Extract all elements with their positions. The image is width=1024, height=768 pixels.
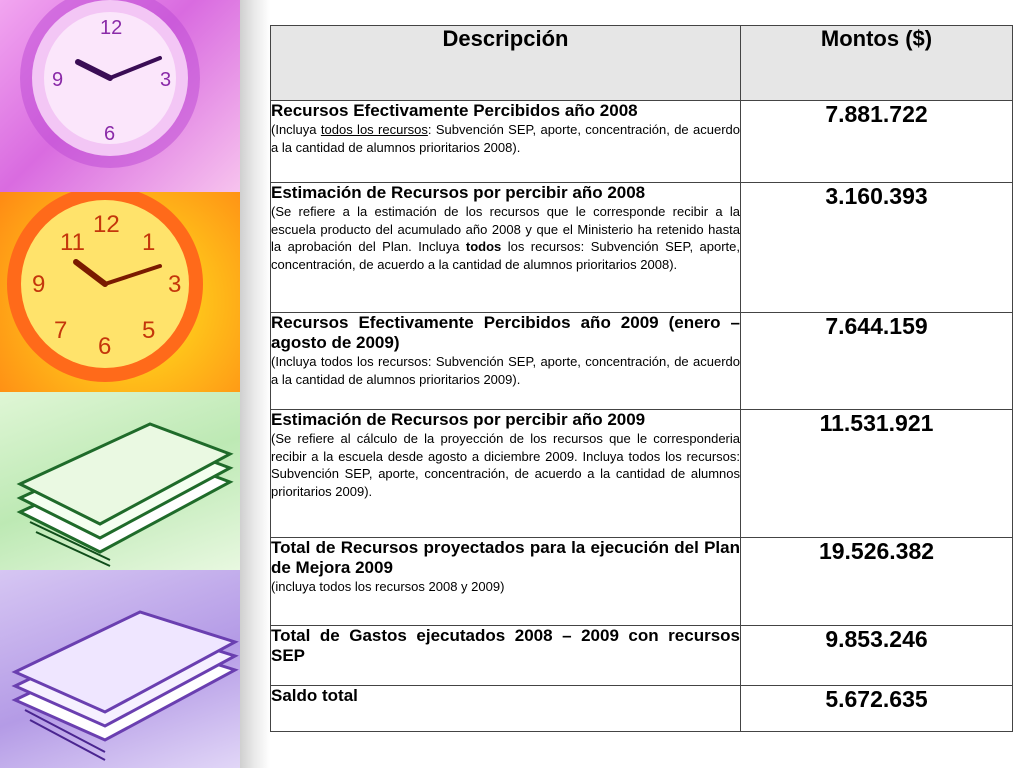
orange-clock-panel — [0, 192, 240, 392]
description-cell — [271, 626, 741, 686]
amount-cell: 11.531.921 — [741, 410, 1013, 538]
row-note: (incluya todos los recursos 2008 y 2009) — [271, 579, 505, 594]
description-cell — [271, 686, 741, 732]
row-note: (Incluya todos los recursos: Subvención SEP, aporte, concentración, de acuerdo a la cantidad de alumnos prioritarios 2008). — [271, 122, 741, 155]
table-row — [271, 686, 1013, 732]
purple-papers-panel — [0, 570, 240, 768]
amount-cell: 5.672.635 — [741, 686, 1013, 732]
svg-text:12: 12 — [100, 17, 123, 39]
svg-text:9: 9 — [52, 69, 64, 91]
clock-icon — [0, 0, 240, 192]
row-note: (Incluya todos los recursos: Subvención SEP, aporte, concentración, de acuerdo a la cantidad de alumnos prioritarios 2009). — [271, 354, 740, 387]
table-row — [271, 410, 1013, 538]
description-cell — [271, 101, 741, 183]
description-cell — [271, 410, 741, 538]
svg-text:5: 5 — [142, 317, 156, 344]
row-title: Recursos Efectivamente Percibidos año 2008 — [271, 101, 638, 120]
svg-text:9: 9 — [32, 271, 46, 298]
svg-text:6: 6 — [104, 123, 116, 145]
amount-cell: 3.160.393 — [741, 183, 1013, 313]
papers-icon — [0, 392, 240, 570]
row-note: (Se refiere a la estimación de los recursos que le corresponde recibir a la escuela producto del acumulado año 2008 y que el Ministerio ha retenido hasta la aprobación del Plan. Incluya todos los recursos: Subvención SEP, aporte, concentración, de acuerdo a la cantidad de alumnos prioritarios 2008). — [271, 204, 740, 272]
table-row — [271, 183, 1013, 313]
amount-header: Montos ($) — [741, 26, 1013, 101]
resources-table — [270, 25, 1013, 732]
svg-text:7: 7 — [54, 317, 68, 344]
svg-text:3: 3 — [160, 69, 172, 91]
row-title: Total de Recursos proyectados para la ejecución del Plan de Mejora 2009 — [271, 538, 740, 577]
purple-clock-panel — [0, 0, 240, 192]
table-row — [271, 538, 1013, 626]
decorative-image-strip — [0, 0, 240, 768]
svg-text:6: 6 — [98, 333, 112, 360]
svg-text:11: 11 — [60, 229, 85, 256]
description-cell — [271, 183, 741, 313]
row-title: Total de Gastos ejecutados 2008 – 2009 con recursos SEP — [271, 626, 740, 665]
table-header-row — [271, 26, 1013, 101]
row-note: (Se refiere al cálculo de la proyección de los recursos que le corresponderia recibir a la escuela desde agosto a diciembre 2009. Incluya todos los recursos: Subvención SEP, aporte, concentración, de acuerdo a la cantidad de alumnos prioritarios 2009). — [271, 431, 740, 499]
description-cell — [271, 313, 741, 410]
amount-cell: 7.644.159 — [741, 313, 1013, 410]
row-title: Recursos Efectivamente Percibidos año 2009 (enero – agosto de 2009) — [271, 313, 740, 352]
svg-text:12: 12 — [93, 211, 120, 238]
amount-cell: 19.526.382 — [741, 538, 1013, 626]
svg-text:1: 1 — [142, 229, 156, 256]
table-row — [271, 313, 1013, 410]
table-row — [271, 626, 1013, 686]
svg-text:3: 3 — [168, 271, 182, 298]
description-header: Descripción — [271, 26, 741, 101]
row-title: Saldo total — [271, 686, 358, 705]
papers-icon — [0, 570, 240, 768]
strip-shadow — [240, 0, 270, 768]
description-cell — [271, 538, 741, 626]
table-row — [271, 101, 1013, 183]
amount-cell: 9.853.246 — [741, 626, 1013, 686]
row-title: Estimación de Recursos por percibir año 2009 — [271, 410, 646, 429]
clock-icon — [0, 192, 240, 392]
green-papers-panel — [0, 392, 240, 570]
amount-cell: 7.881.722 — [741, 101, 1013, 183]
row-title: Estimación de Recursos por percibir año 2008 — [271, 183, 646, 202]
